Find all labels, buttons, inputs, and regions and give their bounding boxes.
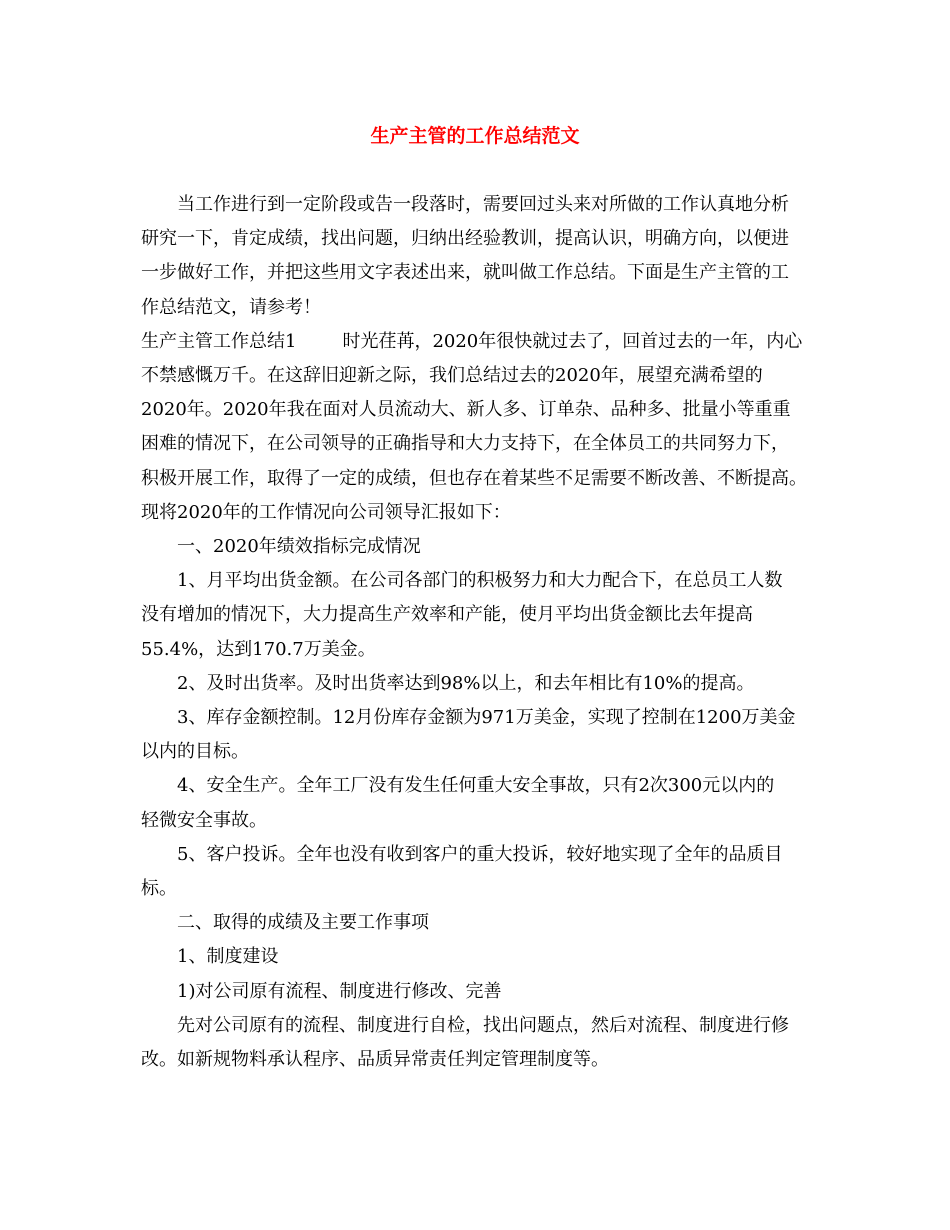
paragraph-line: 以内的目标。 — [141, 741, 249, 763]
paragraph-line: 困难的情况下，在公司领导的正确指导和大力支持下，在全体员工的共同努力下， — [141, 433, 789, 455]
subheading-line: 1)对公司原有流程、制度进行修改、完善 — [177, 980, 502, 1002]
paragraph-line: 作总结范文，请参考！ — [141, 296, 321, 318]
paragraph-line: 研究一下，肯定成绩，找出问题，归纳出经验教训，提高认识，明确方向，以便进 — [141, 228, 789, 250]
paragraph-line: 1、月平均出货金额。在公司各部门的积极努力和大力配合下，在总员工人数 — [177, 570, 783, 592]
paragraph-line: 不禁感慨万千。在这辞旧迎新之际，我们总结过去的2020年，展望充满希望的 — [141, 365, 763, 387]
paragraph-line: 轻微安全事故。 — [141, 809, 267, 831]
paragraph-line: 当工作进行到一定阶段或告一段落时，需要回过头来对所做的工作认真地分析 — [177, 194, 789, 215]
paragraph-line: 2、及时出货率。及时出货率达到98%以上，和去年相比有10%的提高。 — [177, 672, 755, 694]
subheading-line: 一、2020年绩效指标完成情况 — [177, 536, 421, 558]
paragraph-line: 现将2020年的工作情况向公司领导汇报如下： — [141, 501, 511, 523]
document-title: 生产主管的工作总结范文 — [370, 125, 580, 147]
subheading-line: 二、取得的成绩及主要工作事项 — [177, 912, 429, 934]
section-heading: 生产主管工作总结1 — [141, 330, 297, 352]
paragraph-line: 一步做好工作，并把这些用文字表述出来，就叫做工作总结。下面是生产主管的工 — [141, 262, 789, 284]
paragraph-line: 3、库存金额控制。12月份库存金额为971万美金，实现了控制在1200万美金 — [177, 707, 796, 729]
paragraph-line: 55.4%，达到170.7万美金。 — [141, 638, 376, 660]
paragraph-line: 4、安全生产。全年工厂没有发生任何重大安全事故，只有2次300元以内的 — [177, 775, 775, 797]
paragraph-line: 没有增加的情况下，大力提高生产效率和产能，使月平均出货金额比去年提高 — [141, 604, 753, 626]
paragraph-line: 2020年。2020年我在面对人员流动大、新人多、订单杂、品种多、批量小等重重 — [141, 399, 791, 421]
paragraph-line: 先对公司原有的流程、制度进行自检，找出问题点，然后对流程、制度进行修 — [177, 1014, 789, 1036]
document-body — [141, 188, 821, 1077]
paragraph-line: 时光荏苒，2020年很快就过去了，回首过去的一年，内心 — [342, 330, 803, 352]
paragraph-line: 5、客户投诉。全年也没有收到客户的重大投诉，较好地实现了全年的品质目 — [177, 843, 783, 865]
paragraph-line: 积极开展工作，取得了一定的成绩，但也存在着某些不足需要不断改善、不断提高。 — [141, 467, 807, 489]
paragraph-line: 改。如新规物料承认程序、品质异常责任判定管理制度等。 — [141, 1049, 609, 1071]
subheading-line: 1、制度建设 — [177, 946, 279, 968]
paragraph-line: 标。 — [141, 878, 177, 900]
section-heading-line — [141, 325, 821, 359]
